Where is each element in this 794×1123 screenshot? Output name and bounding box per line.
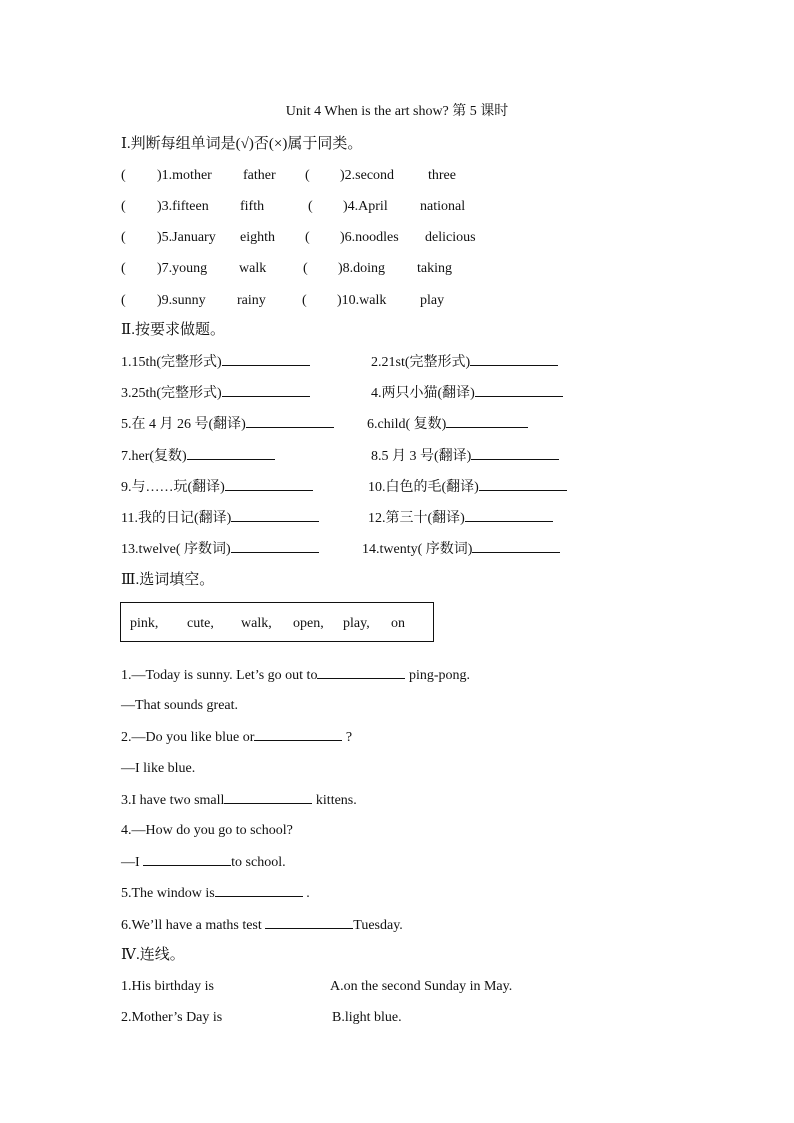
answer-paren[interactable]: ( xyxy=(121,199,126,214)
question-text: 2.21st(完整形式) xyxy=(371,355,471,370)
word-bank-item: on xyxy=(391,616,405,631)
answer-blank[interactable] xyxy=(446,415,528,428)
list-item xyxy=(362,540,560,559)
question-text: 2.—Do you like blue or xyxy=(121,730,255,745)
answer-blank[interactable] xyxy=(265,916,353,929)
match-right-item[interactable]: A.on the second Sunday in May. xyxy=(330,979,513,994)
question-text: Tuesday. xyxy=(353,918,403,933)
match-left-item[interactable]: 2.Mother’s Day is xyxy=(121,1010,223,1025)
word-item: national xyxy=(420,199,466,214)
question-text: 9.与……玩(翻译) xyxy=(121,480,225,495)
question-text: . xyxy=(302,886,310,901)
word-item: three xyxy=(428,168,456,183)
word-item: )10.walk xyxy=(337,293,387,308)
list-item xyxy=(121,884,310,903)
answer-blank[interactable] xyxy=(231,540,319,553)
answer-paren[interactable]: ( xyxy=(121,293,126,308)
question-text: 13.twelve( 序数词) xyxy=(121,542,231,557)
word-bank-item: play, xyxy=(343,616,370,631)
word-item: father xyxy=(243,168,276,183)
question-text: 11.我的日记(翻译) xyxy=(121,511,232,526)
word-bank-item: cute, xyxy=(187,616,214,631)
list-item xyxy=(121,666,470,685)
word-item: rainy xyxy=(237,293,266,308)
answer-paren[interactable]: ( xyxy=(305,230,310,245)
answer-paren[interactable]: ( xyxy=(305,168,310,183)
word-item: taking xyxy=(417,261,452,276)
word-item: )7.young xyxy=(157,261,208,276)
section-4-heading: Ⅳ.连线。 xyxy=(121,947,185,963)
answer-blank[interactable] xyxy=(472,540,560,553)
answer-blank[interactable] xyxy=(475,384,563,397)
list-item xyxy=(368,509,553,528)
answer-blank[interactable] xyxy=(254,728,342,741)
word-item: )6.noodles xyxy=(340,230,399,245)
question-text: 14.twenty( 序数词) xyxy=(362,542,473,557)
question-text: 6.child( 复数) xyxy=(367,417,447,432)
answer-paren[interactable]: ( xyxy=(302,293,307,308)
list-item xyxy=(371,353,558,372)
word-item: )1.mother xyxy=(157,168,212,183)
word-item: walk xyxy=(239,261,267,276)
answer-blank[interactable] xyxy=(222,353,310,366)
list-item xyxy=(121,791,357,810)
word-bank-item: pink, xyxy=(130,616,159,631)
answer-paren[interactable]: ( xyxy=(121,168,126,183)
section-2-heading: Ⅱ.按要求做题。 xyxy=(121,322,225,338)
question-text: 3.I have two small xyxy=(121,793,225,808)
list-item xyxy=(121,853,286,872)
answer-blank[interactable] xyxy=(143,853,231,866)
word-bank-box xyxy=(120,602,434,642)
list-item xyxy=(121,509,319,528)
word-bank-item: open, xyxy=(293,616,324,631)
question-text: 5.在 4 月 26 号(翻译) xyxy=(121,417,246,432)
answer-paren[interactable]: ( xyxy=(121,261,126,276)
question-text: ? xyxy=(342,730,353,745)
word-item: eighth xyxy=(240,230,275,245)
list-item xyxy=(121,384,310,403)
word-item: )3.fifteen xyxy=(157,199,209,214)
list-item: —I like blue. xyxy=(121,761,196,776)
question-text: 4.两只小猫(翻译) xyxy=(371,386,475,401)
answer-paren[interactable]: ( xyxy=(308,199,313,214)
answer-blank[interactable] xyxy=(246,415,334,428)
answer-blank[interactable] xyxy=(231,509,319,522)
question-text: ping-pong. xyxy=(405,668,470,683)
word-item: )9.sunny xyxy=(157,293,206,308)
list-item xyxy=(121,916,403,935)
question-text: 1.—Today is sunny. Let’s go out to xyxy=(121,668,318,683)
word-item: play xyxy=(420,293,445,308)
section-1-heading: Ⅰ.判断每组单词是(√)否(×)属于同类。 xyxy=(121,136,363,152)
answer-blank[interactable] xyxy=(225,478,313,491)
question-text: 12.第三十(翻译) xyxy=(368,511,465,526)
answer-paren[interactable]: ( xyxy=(121,230,126,245)
question-text: 10.白色的毛(翻译) xyxy=(368,480,479,495)
question-text: —I xyxy=(121,855,144,870)
answer-paren[interactable]: ( xyxy=(303,261,308,276)
page-title: Unit 4 When is the art show? 第 5 课时 xyxy=(285,104,509,119)
answer-blank[interactable] xyxy=(187,447,275,460)
list-item xyxy=(121,540,319,559)
list-item xyxy=(121,478,313,497)
list-item xyxy=(371,447,559,466)
answer-blank[interactable] xyxy=(224,791,312,804)
word-item: delicious xyxy=(425,230,476,245)
question-text: 5.The window is xyxy=(121,886,215,901)
answer-blank[interactable] xyxy=(222,384,310,397)
list-item xyxy=(121,415,334,434)
word-item: )5.January xyxy=(157,230,216,245)
list-item xyxy=(368,478,567,497)
list-item xyxy=(121,728,352,747)
question-text: to school. xyxy=(231,855,286,870)
word-item: )2.second xyxy=(340,168,395,183)
match-right-item[interactable]: B.light blue. xyxy=(332,1010,402,1025)
answer-blank[interactable] xyxy=(479,478,567,491)
list-item xyxy=(121,447,275,466)
word-bank-item: walk, xyxy=(241,616,272,631)
list-item xyxy=(371,384,563,403)
question-text: 7.her(复数) xyxy=(121,449,187,464)
match-left-item[interactable]: 1.His birthday is xyxy=(121,979,214,994)
question-text: kittens. xyxy=(312,793,357,808)
word-item: )4.April xyxy=(343,199,388,214)
question-text: 6.We’ll have a maths test xyxy=(121,918,266,933)
list-item: —That sounds great. xyxy=(121,698,239,713)
answer-blank[interactable] xyxy=(465,509,553,522)
question-text: 1.15th(完整形式) xyxy=(121,355,222,370)
list-item: 4.—How do you go to school? xyxy=(121,823,293,838)
section-3-heading: Ⅲ.选词填空。 xyxy=(121,572,215,588)
list-item xyxy=(121,353,310,372)
list-item xyxy=(367,415,528,434)
word-item: fifth xyxy=(240,199,265,214)
answer-blank[interactable] xyxy=(215,884,303,897)
answer-blank[interactable] xyxy=(470,353,558,366)
question-text: 3.25th(完整形式) xyxy=(121,386,222,401)
answer-blank[interactable] xyxy=(471,447,559,460)
question-text: 8.5 月 3 号(翻译) xyxy=(371,449,472,464)
answer-blank[interactable] xyxy=(317,666,405,679)
word-item: )8.doing xyxy=(338,261,386,276)
